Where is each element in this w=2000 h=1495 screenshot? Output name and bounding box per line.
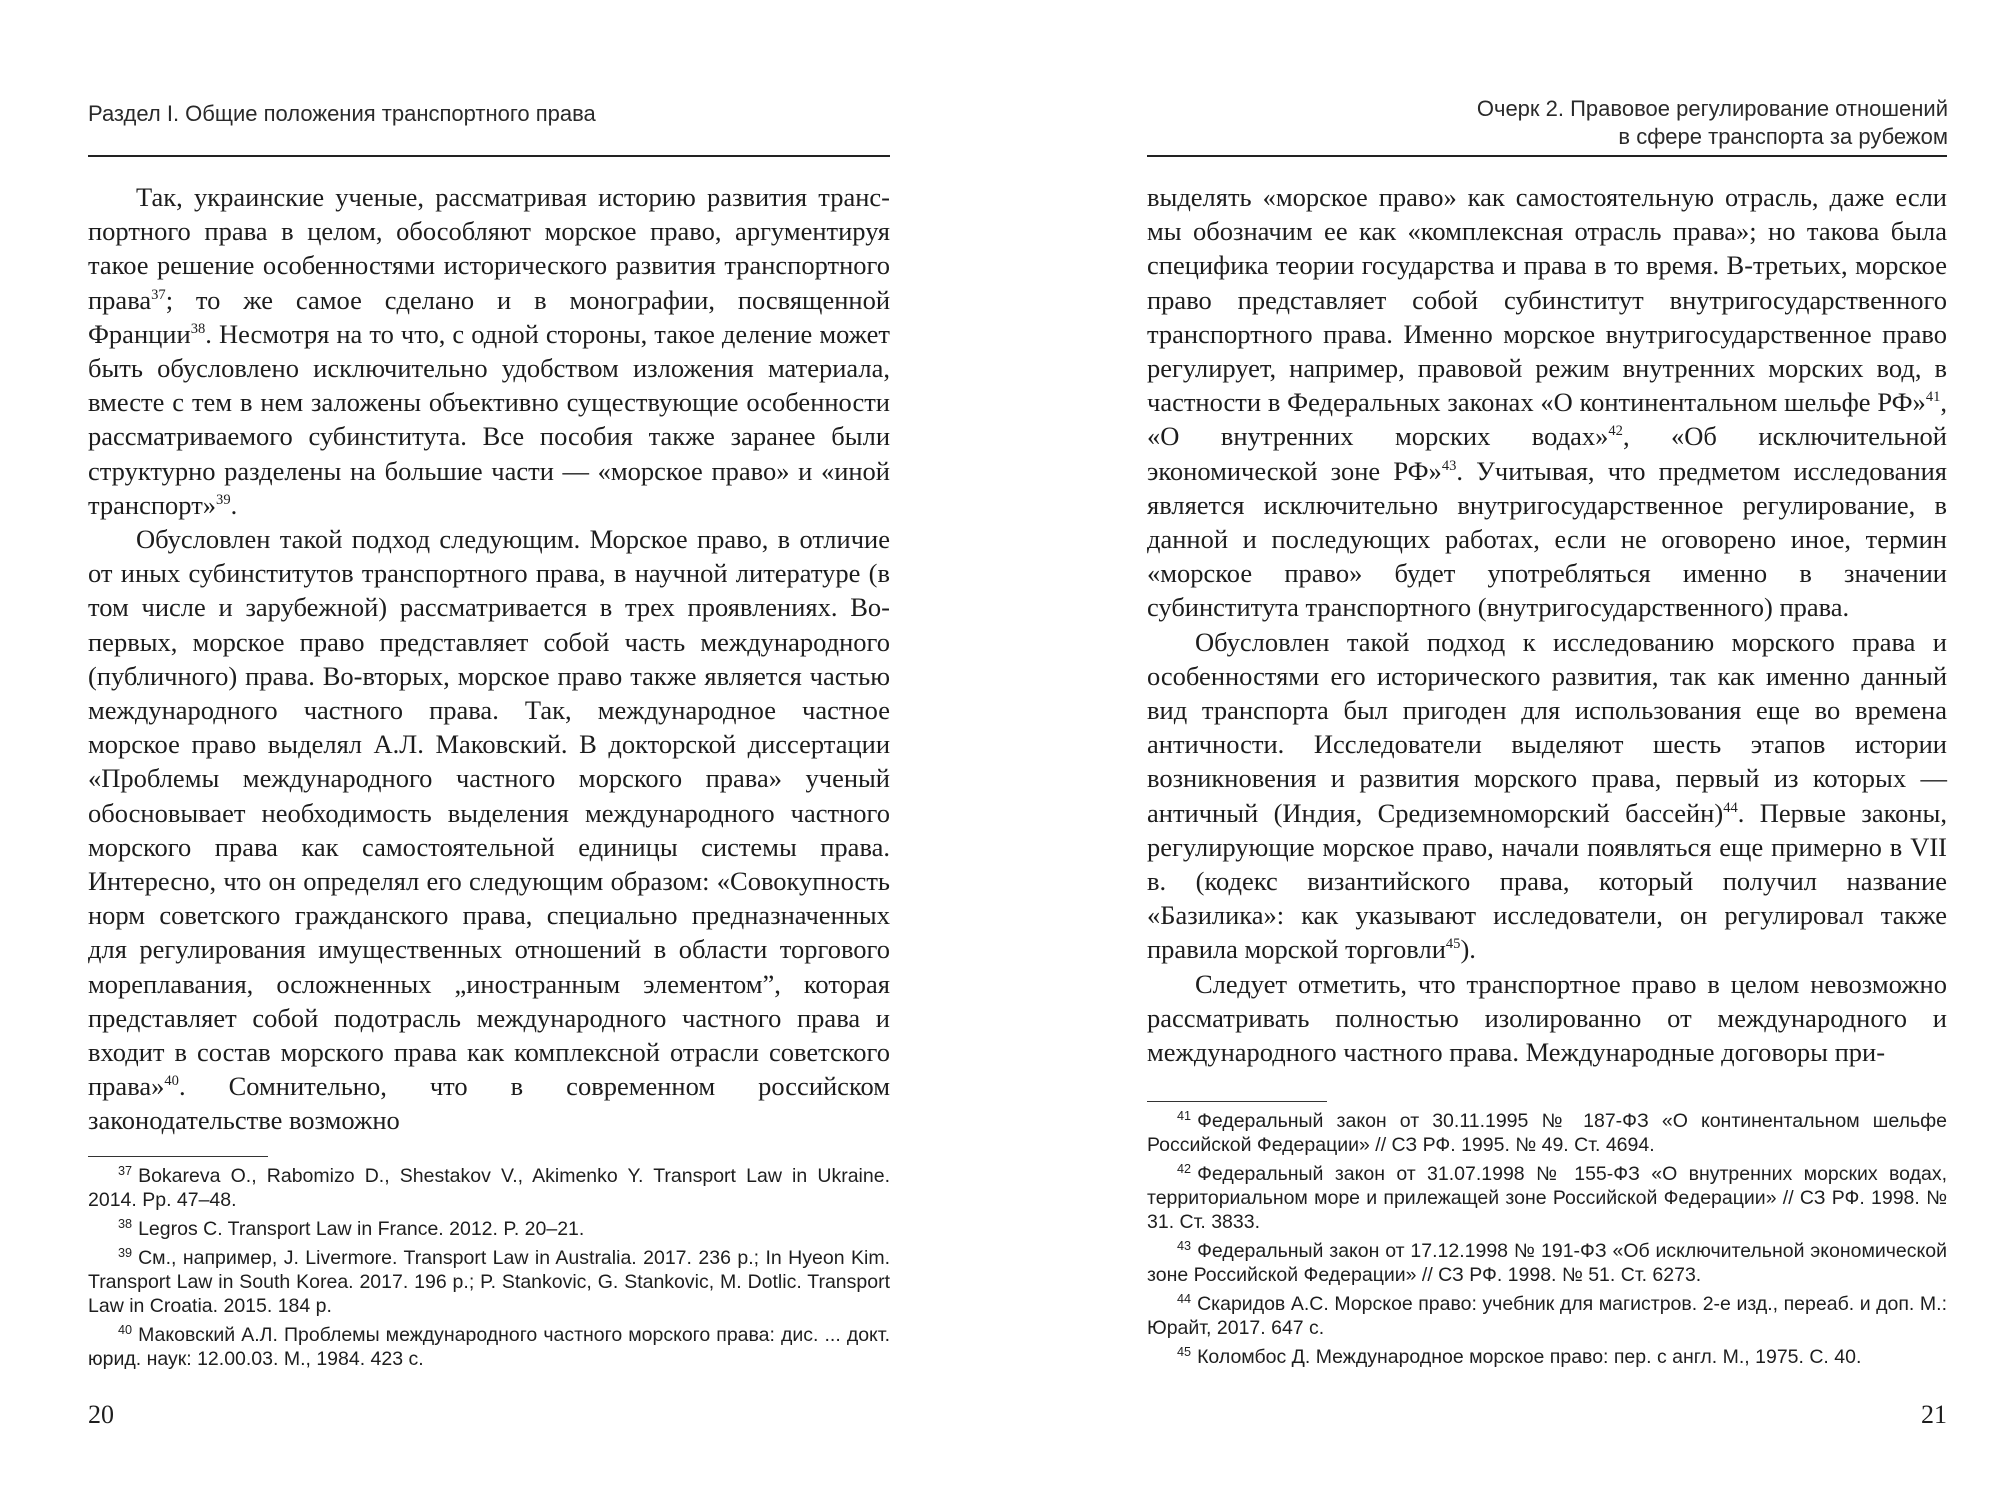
body-text-run: выделять «морское право» как самостоятельную отрасль, даже если мы обозначим ее как «комплексная отрасль права»; но такова была специфика теории государства и права в то время. В-третьих, морское право представляет собой субинститут внутригосударственного транспортного права. Именно морское внутригосударственное право регулирует, например, правовой режим внутренних морских вод, в частности в Федеральных законах «О континентальном шельфе РФ» (1147, 182, 1947, 418)
footnote-reference[interactable]: 39 (216, 492, 231, 508)
body-text-run: , «Об исключительной экономической зоне РФ» (1147, 421, 1947, 486)
footnote-number: 43 (1177, 1238, 1192, 1253)
header-rule-left (88, 155, 890, 157)
body-text-run: , «О внутренних морских водах» (1147, 387, 1947, 452)
body-text-run: ). (1460, 934, 1476, 965)
footnote-item (1147, 1239, 1947, 1287)
footnote-number: 42 (1177, 1161, 1192, 1176)
body-text-left (88, 180, 890, 1138)
footnote-reference[interactable]: 43 (1441, 457, 1457, 474)
footnote-item (88, 1164, 890, 1212)
running-header-left: Раздел I. Общие положения транспортного права (88, 101, 596, 126)
footnote-text: Коломбос Д. Международное морское право: пер. с англ. М., 1975. С. 40. (1197, 1346, 1862, 1368)
footnote-number: 38 (118, 1216, 133, 1231)
footnote-reference[interactable]: 38 (190, 320, 206, 337)
body-text-run: . Первые законы, регулирующие морское право, начали появляться еще примерно в VII в. (кодекс византийского права, который получил название «Базилика»: как указывают исследователи, он регулировал также правила морской торговли (1147, 797, 1947, 965)
footnote-number: 41 (1177, 1108, 1192, 1123)
footnote-text: Bokareva O., Rabomizo D., Shestakov V., Akimenko Y. Transport Law in Ukraine. 2014. Pp. 47–48. (88, 1165, 890, 1211)
footnotes-right (1147, 1109, 1947, 1374)
right-page (1000, 0, 2000, 1495)
footnote-item (1147, 1109, 1947, 1157)
footnote-rule-left (88, 1156, 268, 1157)
footnote-item (1147, 1292, 1947, 1340)
footnote-text: Legros C. Transport Law in France. 2012. P. 20–21. (138, 1218, 585, 1240)
footnote-reference[interactable]: 42 (1608, 423, 1623, 440)
body-paragraph (88, 522, 890, 1138)
footnote-number: 39 (118, 1245, 133, 1260)
body-paragraph (1147, 625, 1947, 967)
footnote-item (88, 1323, 890, 1371)
footnote-item (1147, 1162, 1947, 1234)
footnote-text: Маковский А.Л. Проблемы международного частного морского права: дис. ... докт. юрид. наук: 12.00.03. М., 1984. 423 с. (88, 1324, 890, 1370)
body-text-run: . Сомнительно, что в современном российском законодательстве возможно (88, 1071, 890, 1136)
footnote-text: Скаридов А.С. Морское право: учебник для магистров. 2-е изд., переаб. и доп. М.: Юрайт, 2017. 647 с. (1147, 1293, 1947, 1339)
body-text-right (1147, 180, 1947, 1069)
footnote-reference[interactable]: 37 (151, 286, 166, 303)
footnote-number: 45 (1177, 1344, 1192, 1359)
footnote-item (88, 1217, 890, 1241)
body-paragraph (88, 180, 890, 522)
footnote-reference[interactable]: 44 (1723, 799, 1738, 816)
body-text-run: . Учитывая, что предметом исследования является исключительно внутригосударственное регулирование, в данной и последующих работах, если не оговорено иное, термин «морское право» будет употребляться именно в значении субинститута транспортного (внутригосударственного) права. (1147, 455, 1947, 623)
page-number-right: 21 (1921, 1400, 1947, 1429)
body-text-run: . Несмотря на то что, с одной стороны, такое деление может быть обусловлено исключительно удобством изложения материала, вместе с тем в нем заложены объективно существующие особенности рассматриваемого субинститута. Все пособия также заранее были структурно разделены на большие части — «морское право» и «иной транспорт» (88, 318, 890, 520)
body-text-run: Обусловлен такой подход к исследованию морского права и особенностями его исторического развития, так как именно данный вид транспорта был пригоден для использования еще во времена античности. Исследователи выделяют шесть этапов истории возникновения и развития морского права, первый из которых — античный (Индия, Средиземноморский бассейн) (1147, 626, 1947, 828)
footnote-rule-right (1147, 1101, 1327, 1102)
footnote-reference[interactable]: 45 (1445, 936, 1461, 953)
running-header-right-line2: в сфере транспорта за рубежом (1618, 124, 1948, 149)
body-text-run: ; то же самое сделано и в монографии, посвященной Франции (88, 284, 890, 349)
footnote-number: 40 (118, 1322, 133, 1337)
footnotes-left (88, 1164, 890, 1376)
footnote-text: Федеральный закон от 17.12.1998 № 191-ФЗ «Об исключительной экономической зоне Российской Федерации» // СЗ РФ. 1998. № 51. Ст. 6273. (1147, 1240, 1947, 1286)
footnote-item (88, 1246, 890, 1318)
footnote-text: Федеральный закон от 31.07.1998 № 155-ФЗ «О внутренних морских водах, территориальном море и прилежащей зоне Российской Федерации» // СЗ РФ. 1998. № 31. Ст. 3833. (1147, 1163, 1947, 1233)
body-text-run: . (230, 489, 238, 520)
page-number-left: 20 (88, 1400, 114, 1429)
footnote-number: 44 (1177, 1291, 1192, 1306)
footnote-number: 37 (118, 1163, 133, 1178)
running-header-right-line1: Очерк 2. Правовое регулирование отношений (1476, 96, 1948, 121)
body-text-run: Обусловлен такой подход следующим. Морское право, в отличие от иных субинститутов транспортного права, в научной литературе (в том числе и зарубежной) рассматривается в трех проявлениях. Во-первых, морское право представляет собой часть международного (публичного) права. Во-вторых, морское право также является частью международного частного права. Так, международное частное морское право выделял А.Л. Маковский. В докторской диссертации «Проблемы международного частного морского права» ученый обосновывает необходимость выделения международного частного морского права как самостоятельной единицы системы права. Интересно, что он определял его следующим образом: «Совокупность норм советского гражданского права, специально предназначенных для регулирования имущественных отношений в области торгового мореплавания, осложненных „иностранным элементом”, которая представляет собой подотрасль международного частного права и входит в состав морского права как комплексной отрасли советского права» (88, 524, 890, 1102)
body-paragraph (1147, 180, 1947, 625)
footnote-text: Федеральный закон от 30.11.1995 № 187-ФЗ «О континентальном шельфе Российской Федерации» // СЗ РФ. 1995. № 49. Ст. 4694. (1147, 1110, 1947, 1156)
body-text-run: Так, украинские ученые, рассматривая историю развития транспортного права в целом, обособляют морское право, аргументируя такое решение особенностями исторического развития транспортного права (88, 182, 890, 315)
footnote-text: См., например, J. Livermore. Transport Law in Australia. 2017. 236 p.; In Hyeon Kim. Transport Law in South Korea. 2017. 196 p.; P. Stankovic, G. Stankovic, M. Dotlic. Transport Law in Croatia. 2015. 184 p. (88, 1247, 890, 1317)
header-rule-right (1147, 155, 1947, 157)
footnote-reference[interactable]: 40 (164, 1073, 179, 1090)
footnote-reference[interactable]: 41 (1925, 389, 1941, 406)
body-paragraph (1147, 967, 1947, 1070)
body-text-run: Следует отметить, что транспортное право в целом невозможно рассматривать полностью изолированно от международного и международного частного права. Международные договоры при- (1147, 968, 1947, 1068)
running-header-right (1477, 95, 1948, 151)
footnote-item (1147, 1345, 1947, 1369)
